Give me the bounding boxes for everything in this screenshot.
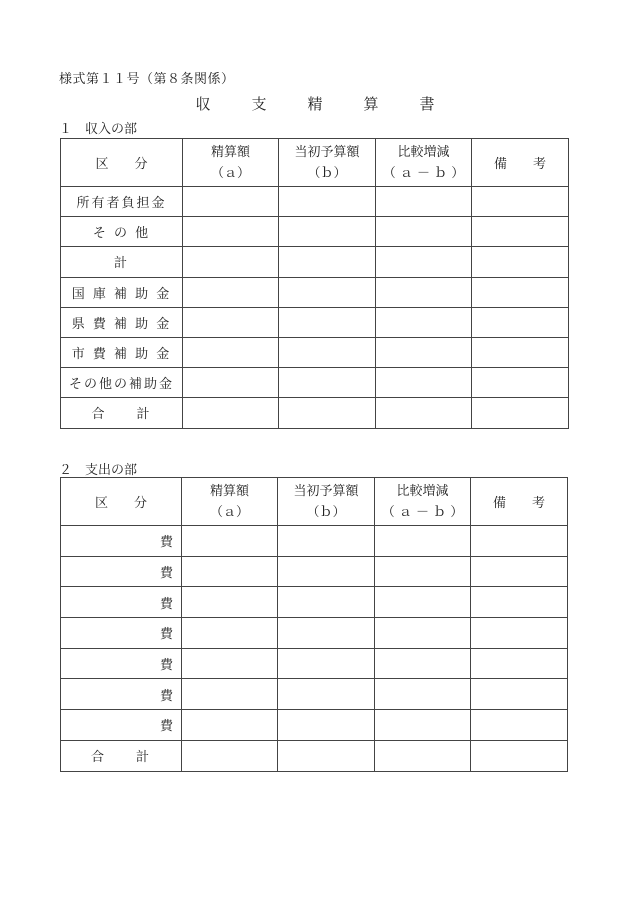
budget-cell[interactable]	[279, 277, 376, 307]
settled-header: 精算額 （ａ）	[183, 139, 279, 187]
table-row	[61, 337, 569, 367]
remarks-cell[interactable]	[472, 247, 569, 277]
budget-cell[interactable]	[278, 556, 375, 587]
row-label: 計	[61, 247, 183, 277]
settled-cell[interactable]	[182, 556, 278, 587]
comparison-cell[interactable]	[375, 587, 471, 618]
settled-cell[interactable]	[183, 368, 279, 398]
settled-cell[interactable]	[182, 648, 278, 679]
expenditure-header-row	[61, 478, 568, 526]
budget-cell[interactable]	[278, 526, 375, 557]
table-row	[61, 187, 569, 217]
remarks-cell[interactable]	[472, 398, 569, 428]
comparison-cell[interactable]	[376, 277, 472, 307]
expense-label: 費	[61, 618, 182, 649]
table-row	[61, 247, 569, 277]
settled-cell[interactable]	[182, 679, 278, 710]
comparison-cell[interactable]	[375, 526, 471, 557]
budget-cell[interactable]	[278, 618, 375, 649]
form-number: 様式第１１号（第８条関係）	[59, 72, 235, 87]
comparison-cell[interactable]	[376, 187, 472, 217]
comparison-header: 比較増減 （ ａ － ｂ ）	[376, 139, 472, 187]
comparison-cell[interactable]	[375, 556, 471, 587]
settled-cell[interactable]	[183, 398, 279, 428]
settled-cell[interactable]	[183, 337, 279, 367]
comparison-cell[interactable]	[375, 710, 471, 741]
settled-cell[interactable]	[182, 710, 278, 741]
comparison-cell[interactable]	[375, 648, 471, 679]
total-label: 合 計	[61, 740, 182, 771]
table-row	[61, 679, 568, 710]
expense-label: 費	[61, 648, 182, 679]
table-row	[61, 556, 568, 587]
remarks-cell[interactable]	[471, 648, 568, 679]
comparison-cell[interactable]	[376, 398, 472, 428]
settled-cell[interactable]	[183, 187, 279, 217]
income-table	[60, 138, 569, 429]
comparison-cell[interactable]	[376, 307, 472, 337]
comparison-cell[interactable]	[376, 337, 472, 367]
table-row	[61, 587, 568, 618]
initial-budget-header: 当初予算額 （ｂ）	[279, 139, 376, 187]
expenditure-section-heading: ２ 支出の部	[59, 463, 138, 478]
settled-cell[interactable]	[182, 587, 278, 618]
row-label: 国 庫 補 助 金	[61, 277, 183, 307]
budget-cell[interactable]	[279, 187, 376, 217]
expense-label: 費	[61, 710, 182, 741]
table-row	[61, 618, 568, 649]
row-label: そ の 他	[61, 217, 183, 247]
document-title: 収 支 精 算 書	[195, 95, 448, 113]
expenditure-table	[60, 477, 568, 772]
comparison-cell[interactable]	[376, 217, 472, 247]
category-header: 区 分	[61, 139, 183, 187]
remarks-cell[interactable]	[471, 556, 568, 587]
remarks-cell[interactable]	[472, 368, 569, 398]
settled-cell[interactable]	[182, 526, 278, 557]
total-label: 合 計	[61, 398, 183, 428]
remarks-cell[interactable]	[471, 740, 568, 771]
table-row	[61, 648, 568, 679]
remarks-cell[interactable]	[472, 307, 569, 337]
remarks-cell[interactable]	[472, 217, 569, 247]
settled-cell[interactable]	[182, 618, 278, 649]
expense-label: 費	[61, 556, 182, 587]
budget-cell[interactable]	[279, 368, 376, 398]
table-row	[61, 217, 569, 247]
settled-cell[interactable]	[183, 217, 279, 247]
row-label: 県 費 補 助 金	[61, 307, 183, 337]
budget-cell[interactable]	[279, 217, 376, 247]
income-header-row	[61, 139, 569, 187]
remarks-cell[interactable]	[472, 337, 569, 367]
budget-cell[interactable]	[279, 307, 376, 337]
remarks-cell[interactable]	[472, 187, 569, 217]
income-section-heading: １ 収入の部	[59, 122, 138, 137]
total-row	[61, 740, 568, 771]
remarks-header: 備 考	[472, 139, 569, 187]
comparison-cell[interactable]	[375, 618, 471, 649]
row-label: 市 費 補 助 金	[61, 337, 183, 367]
settled-header: 精算額 （ａ）	[182, 478, 278, 526]
remarks-cell[interactable]	[471, 526, 568, 557]
total-row	[61, 398, 569, 428]
row-label: 所有者負担金	[61, 187, 183, 217]
comparison-header: 比較増減 （ ａ － ｂ ）	[375, 478, 471, 526]
budget-cell[interactable]	[279, 337, 376, 367]
table-row	[61, 277, 569, 307]
table-row	[61, 710, 568, 741]
budget-cell[interactable]	[278, 740, 375, 771]
table-row	[61, 307, 569, 337]
budget-cell[interactable]	[279, 398, 376, 428]
table-row	[61, 368, 569, 398]
initial-budget-header: 当初予算額 （ｂ）	[278, 478, 375, 526]
comparison-cell[interactable]	[375, 740, 471, 771]
budget-cell[interactable]	[278, 648, 375, 679]
expense-label: 費	[61, 526, 182, 557]
expense-label: 費	[61, 587, 182, 618]
remarks-cell[interactable]	[472, 277, 569, 307]
budget-cell[interactable]	[279, 247, 376, 277]
budget-cell[interactable]	[278, 587, 375, 618]
comparison-cell[interactable]	[375, 679, 471, 710]
settled-cell[interactable]	[183, 277, 279, 307]
comparison-cell[interactable]	[376, 368, 472, 398]
remarks-cell[interactable]	[471, 679, 568, 710]
settled-cell[interactable]	[183, 307, 279, 337]
expense-label: 費	[61, 679, 182, 710]
remarks-cell[interactable]	[471, 587, 568, 618]
table-row	[61, 526, 568, 557]
remarks-header: 備 考	[471, 478, 568, 526]
settled-cell[interactable]	[182, 740, 278, 771]
budget-cell[interactable]	[278, 710, 375, 741]
row-label: その他の補助金	[61, 368, 183, 398]
remarks-cell[interactable]	[471, 710, 568, 741]
comparison-cell[interactable]	[376, 247, 472, 277]
settled-cell[interactable]	[183, 247, 279, 277]
category-header: 区 分	[61, 478, 182, 526]
remarks-cell[interactable]	[471, 618, 568, 649]
budget-cell[interactable]	[278, 679, 375, 710]
